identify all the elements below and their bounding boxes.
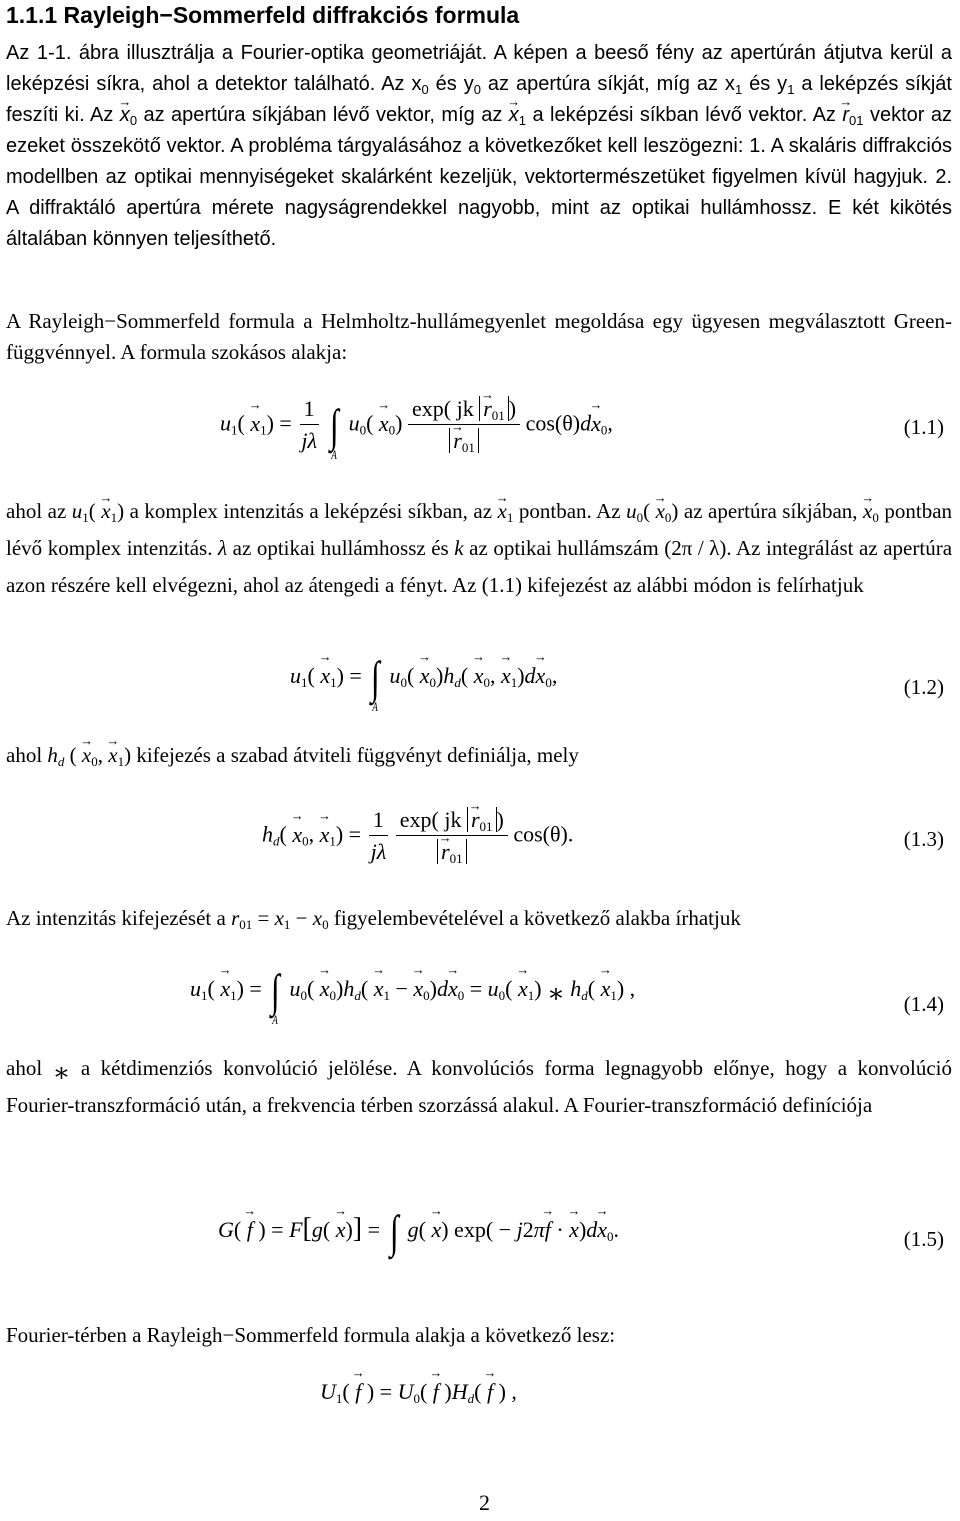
paragraph-intro: Az 1-1. ábra illusztrálja a Fourier-optika geometriáját. A képen a beeső fény az apertúrán átjutva kerül a leképzési síkra, ahol a detektor található. Az $x_0$ és $y_0$ az apertúra síkját, míg az $x_1$ és $y_1$ a leképzés síkját feszíti ki. $Az \to x_0$ az apertúra síkjában lévő vektor, míg az → $x_1$ a leképzési síkban lévő vektor. $Az \to r_{01}$ vektor az ezeket összekötő vektor. A probléma tárgyalásához a következőket kell leszögezni: 1. A skaláris diffrakciós modellben az optikai mennyiségeket skalárként kezeljük, vektortermészetüket figyelmen kívül hagyjuk. 2. A diffraktáló apertúra mérete nagyságrendekkel nagyobb, mint az optikai hullámhossz. E két kikötés általában könnyen teljesíthető. — [6, 38, 952, 255]
paragraph-convolution: ahol ∗ a kétdimenziós konvolúció jelölése. A konvolúciós forma legnagyobb előnye, hogy a konvolúció Fourier-transzformáció után, a frekvencia térben szorzássá alakul. A Fourier-transzformáció definíciója — [6, 1056, 953, 1117]
paragraph-rs-formula: A Rayleigh−Sommerfeld formula a Helmholtz-hullámegyenlet megoldása egy ügyesen megválasztott Green-függvénnyel. A formula szokásos alakja: — [6, 309, 952, 364]
equation-1-1: $u_1( \to x_1)$ = $\frac{1}{j\lambda}$ ∫ A $u_0( \to x_0)$ exp( jk → $r_{01}$ ) → $r_{01}$ $\cos(\theta)d\to x_0$, (1.1) — [6, 380, 954, 480]
vector-x1: → x — [509, 100, 519, 131]
paragraph-fourier-space: Fourier-térben a Rayleigh−Sommerfeld formula alakja a következő lesz: — [6, 1323, 616, 1347]
paragraph-definitions: ahol az $u_1( \to x_1)$ a komplex intenzitás a leképzési síkban, az → $x_1$ pontban. Az $u_0( \to x_0)$ az apertúra síkjában, → $x_0$ pontban lévő komplex intenzitás. λ az optikai hullámhossz és k az optikai hullámszám (2π / λ). Az integrálást az apertúra azon részére kell elvégezni, ahol az átengedi a fényt. Az (1.1) kifejezést az alábbi módon is felírhatjuk — [6, 493, 952, 604]
equation-1-3: $h_d( \to x_0$, → $x_1$) = $\frac{1}{j\lambda}$ exp( jk → $r_{01}$ ) → $r_{01}$ cos(θ). (1.3) — [6, 795, 954, 895]
paragraph-intensity: Az intenzitás kifejezését a $r_{01} = x_1 - x_0$ figyelembevételével a következő alakba írhatjuk — [6, 906, 741, 932]
vector-x0: → x — [120, 100, 130, 131]
section-heading: 1.1.1 Rayleigh−Sommerfeld diffrakciós formula — [6, 2, 520, 28]
equation-1-5: G( → f ) = F[g( → x)] = ∫ g( → x) exp( − j2π→ f · → $x)d\to x_0$. (1.5) — [6, 1195, 954, 1295]
equation-number: (1.3) — [903, 827, 944, 851]
page-number: 2 — [479, 1490, 490, 1515]
equation-1-4: $u_1( \to x_1)$ = ∫ A $u_0( \to x_0)h_d( \to x_1$ − → $x_0)d\to x_0 = u_0( \to x_1)$ ∗ $h_d( \to x_1)$ , (1.4) — [6, 958, 954, 1058]
equation-1-2: $u_1( \to x_1)$ = ∫ A $u_0( \to x_0)h_d( \to x_0$, → $x_1)d\to x_0$, (1.2) — [6, 645, 954, 745]
paragraph-transfer-function: ahol $h_d$ ( → $x_0$, → $x_1$) kifejezés a szabad átviteli függvényt definiálja, mely — [6, 740, 579, 770]
equation-fourier-rs: $U_1( \to f$ ) = $U_0( \to f$ )$H_d( \to f$ ) , — [6, 1365, 954, 1425]
vector-r01: → r — [842, 100, 849, 131]
equation-number: (1.1) — [903, 415, 944, 439]
equation-number: (1.2) — [903, 675, 944, 699]
equation-number: (1.5) — [903, 1227, 944, 1251]
equation-number: (1.4) — [903, 992, 944, 1016]
